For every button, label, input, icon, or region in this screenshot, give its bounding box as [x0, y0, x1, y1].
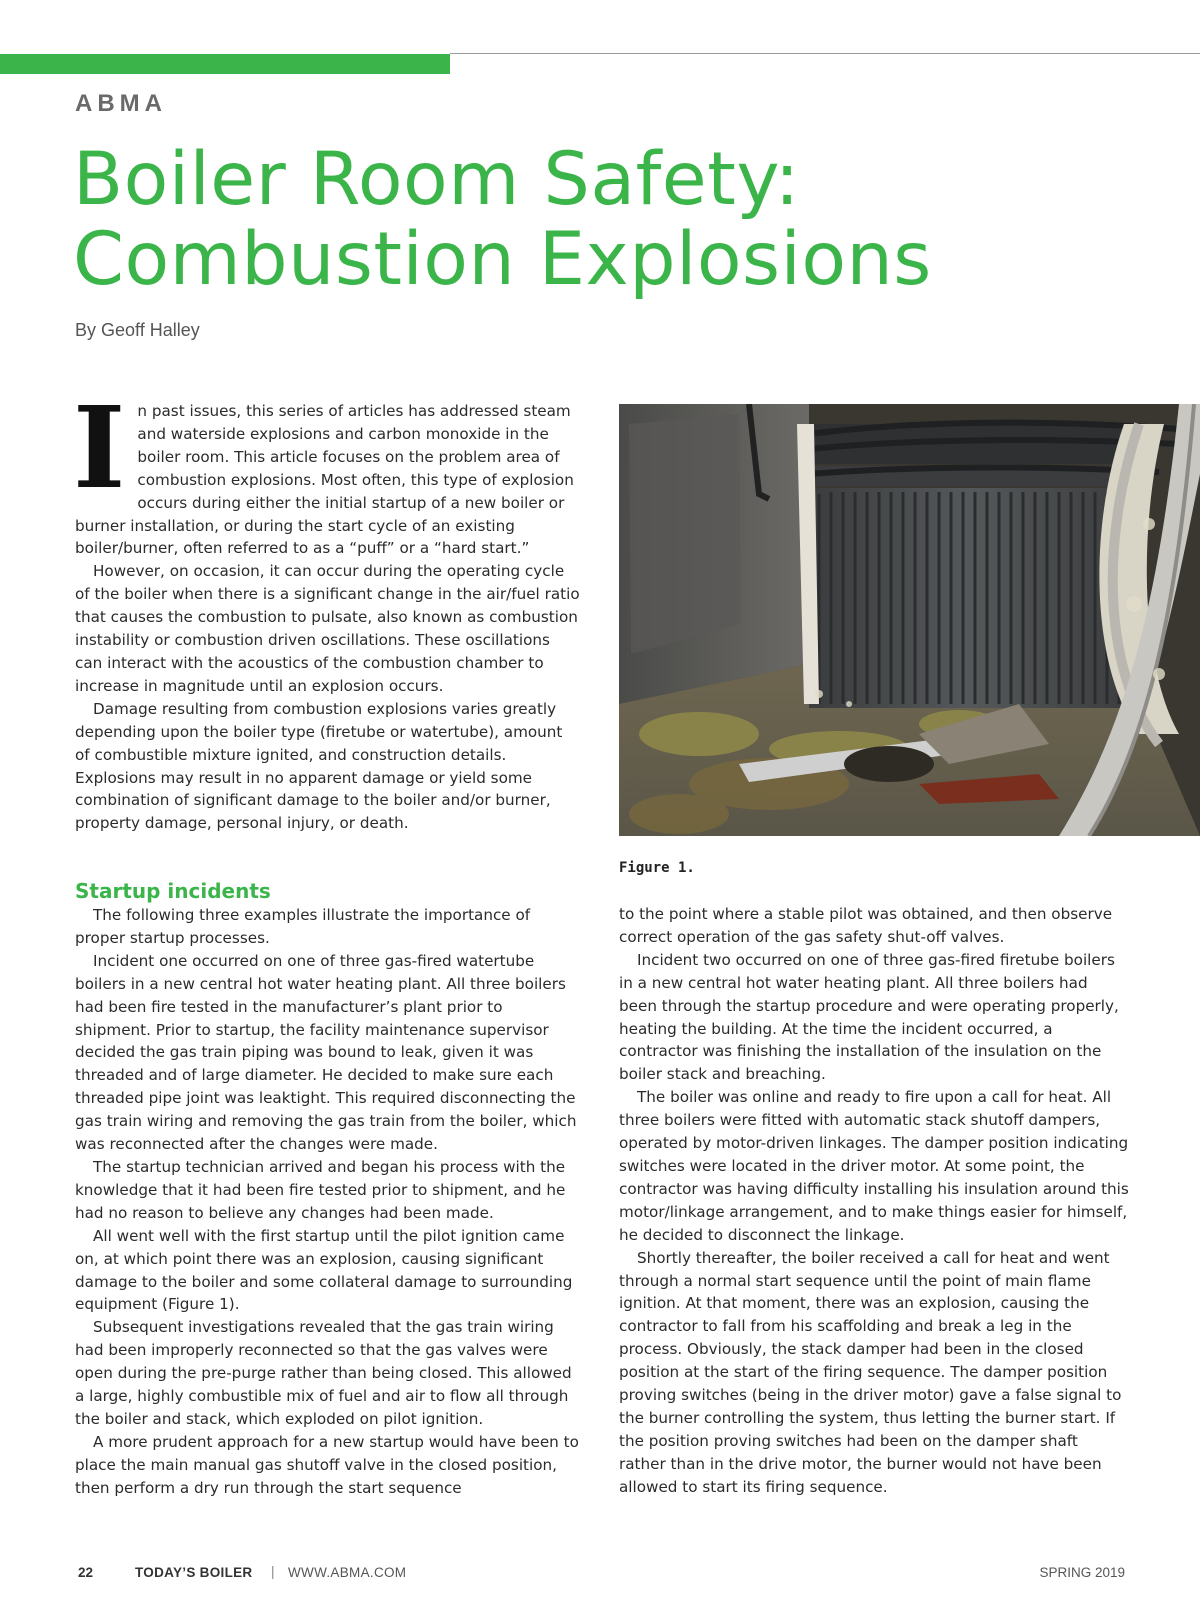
header-accent-bar [0, 54, 450, 74]
left-column [75, 878, 580, 1500]
body-paragraph: The startup technician arrived and began his process with the knowledge that it had been fire tested prior to shipment, and he had no reason to believe any changes had been made. [75, 1157, 566, 1222]
boiler-damage-photo [619, 404, 1200, 836]
intro-paragraph: Damage resulting from combustion explosions varies greatly depending upon the boiler type (firetube or watertube), amount of combustible mixture ignited, and construction details. Explosions may result in no apparent damage or yield some combination of significant damage to the boiler and/or burner, property damage, personal injury, or death. [75, 699, 563, 833]
figure-1-photo [619, 404, 1200, 836]
body-paragraph: The boiler was online and ready to fire upon a call for heat. All three boilers were fitted with automatic stack shutoff dampers, operated by motor-driven linkages. The damper position indicating switches were located in the driver motor. At some point, the contractor was having difficulty installing his insulation around this motor/linkage arrangement, and to make things easier for himself, he decided to disconnect the linkage. [619, 1088, 1129, 1244]
figure-caption: Figure 1. [619, 860, 695, 876]
body-paragraph: A more prudent approach for a new startup would have been to place the main manual gas shutoff valve in the closed position, then perform a dry run through the start sequence [75, 1432, 579, 1497]
right-column [619, 903, 1129, 1499]
title-line-2: Combustion Explosions [73, 217, 932, 302]
body-paragraph: Incident two occurred on one of three gas-fired firetube boilers in a new central hot water heating plant. All three boilers had been through the startup procedure and were operating properly, heating the building. At the time the incident occurred, a contractor was finishing the installation of the insulation on the boiler stack and breaching. [619, 950, 1119, 1084]
header-rule [450, 53, 1200, 54]
intro-paragraph: n past issues, this series of articles has addressed steam and waterside explosions and carbon monoxide in the boiler room. This article focuses on the problem area of combustion explosions. Most often, this type of explosion occurs during either the initial startup of a new boiler or burner installation, or during the start cycle of an existing boiler/burner, often referred to as a “puff” or a “hard start.” [75, 402, 574, 558]
body-paragraph: Subsequent investigations revealed that the gas train wiring had been improperly reconnected so that the gas valves were open during the pre-purge rather than being closed. This allowed a large, highly combustible mix of fuel and air to flow all through the boiler and stack, which exploded on pilot ignition. [75, 1318, 572, 1428]
intro-column [73, 383, 580, 835]
footer-url: WWW.ABMA.COM [288, 1565, 407, 1580]
footer-separator: | [271, 1564, 275, 1579]
drop-cap: I [73, 383, 126, 514]
body-paragraph: Shortly thereafter, the boiler received a call for heat and went through a normal start sequence until the point of main flame ignition. At that moment, there was an explosion, causing the contractor to fall from his scaffolding and break a leg in the process. Obviously, the stack damper had been in the closed position at the start of the firing sequence. The damper position proving switches (being in the driver motor) gave a false signal to the burner controlling the system, thus letting the burner start. If the position proving switches had been on the damper shaft rather than in the drive motor, the burner would not have been allowed to start its firing sequence. [619, 1248, 1122, 1496]
body-paragraph: to the point where a stable pilot was obtained, and then observe correct operation of the gas safety shut-off valves. [619, 905, 1113, 946]
issue-season: SPRING 2019 [1039, 1565, 1125, 1580]
body-paragraph: The following three examples illustrate the importance of proper startup processes. [75, 906, 531, 947]
magazine-name: TODAY’S BOILER [135, 1565, 253, 1580]
page-footer [75, 1565, 1125, 1585]
byline: By Geoff Halley [75, 320, 200, 340]
article-title [73, 137, 932, 302]
page-number: 22 [78, 1565, 94, 1580]
intro-paragraph: However, on occasion, it can occur during the operating cycle of the boiler when there is a significant change in the air/fuel ratio that causes the combustion to pulsate, also known as combustion instability or combustion driven oscillations. These oscillations can interact with the acoustics of the combustion chamber to increase in magnitude until an explosion occurs. [75, 562, 580, 695]
subheading-startup-incidents: Startup incidents [75, 879, 271, 903]
title-line-1: Boiler Room Safety: [73, 137, 800, 222]
body-paragraph: Incident one occurred on one of three gas-fired watertube boilers in a new central hot water heating plant. All three boilers had been fire tested in the manufacturer’s plant prior to shipment. Prior to startup, the facility maintenance supervisor decided the gas train piping was bound to leak, given it was threaded and of large diameter. He decided to make sure each threaded pipe joint was leaktight. This required disconnecting the gas train wiring and removing the gas train from the boiler, which was reconnected after the changes were made. [75, 951, 577, 1154]
body-paragraph: All went well with the first startup until the pilot ignition came on, at which point there was an explosion, causing significant damage to the boiler and some collateral damage to surrounding equipment (Figure 1). [75, 1226, 573, 1314]
section-label: ABMA [75, 90, 167, 117]
